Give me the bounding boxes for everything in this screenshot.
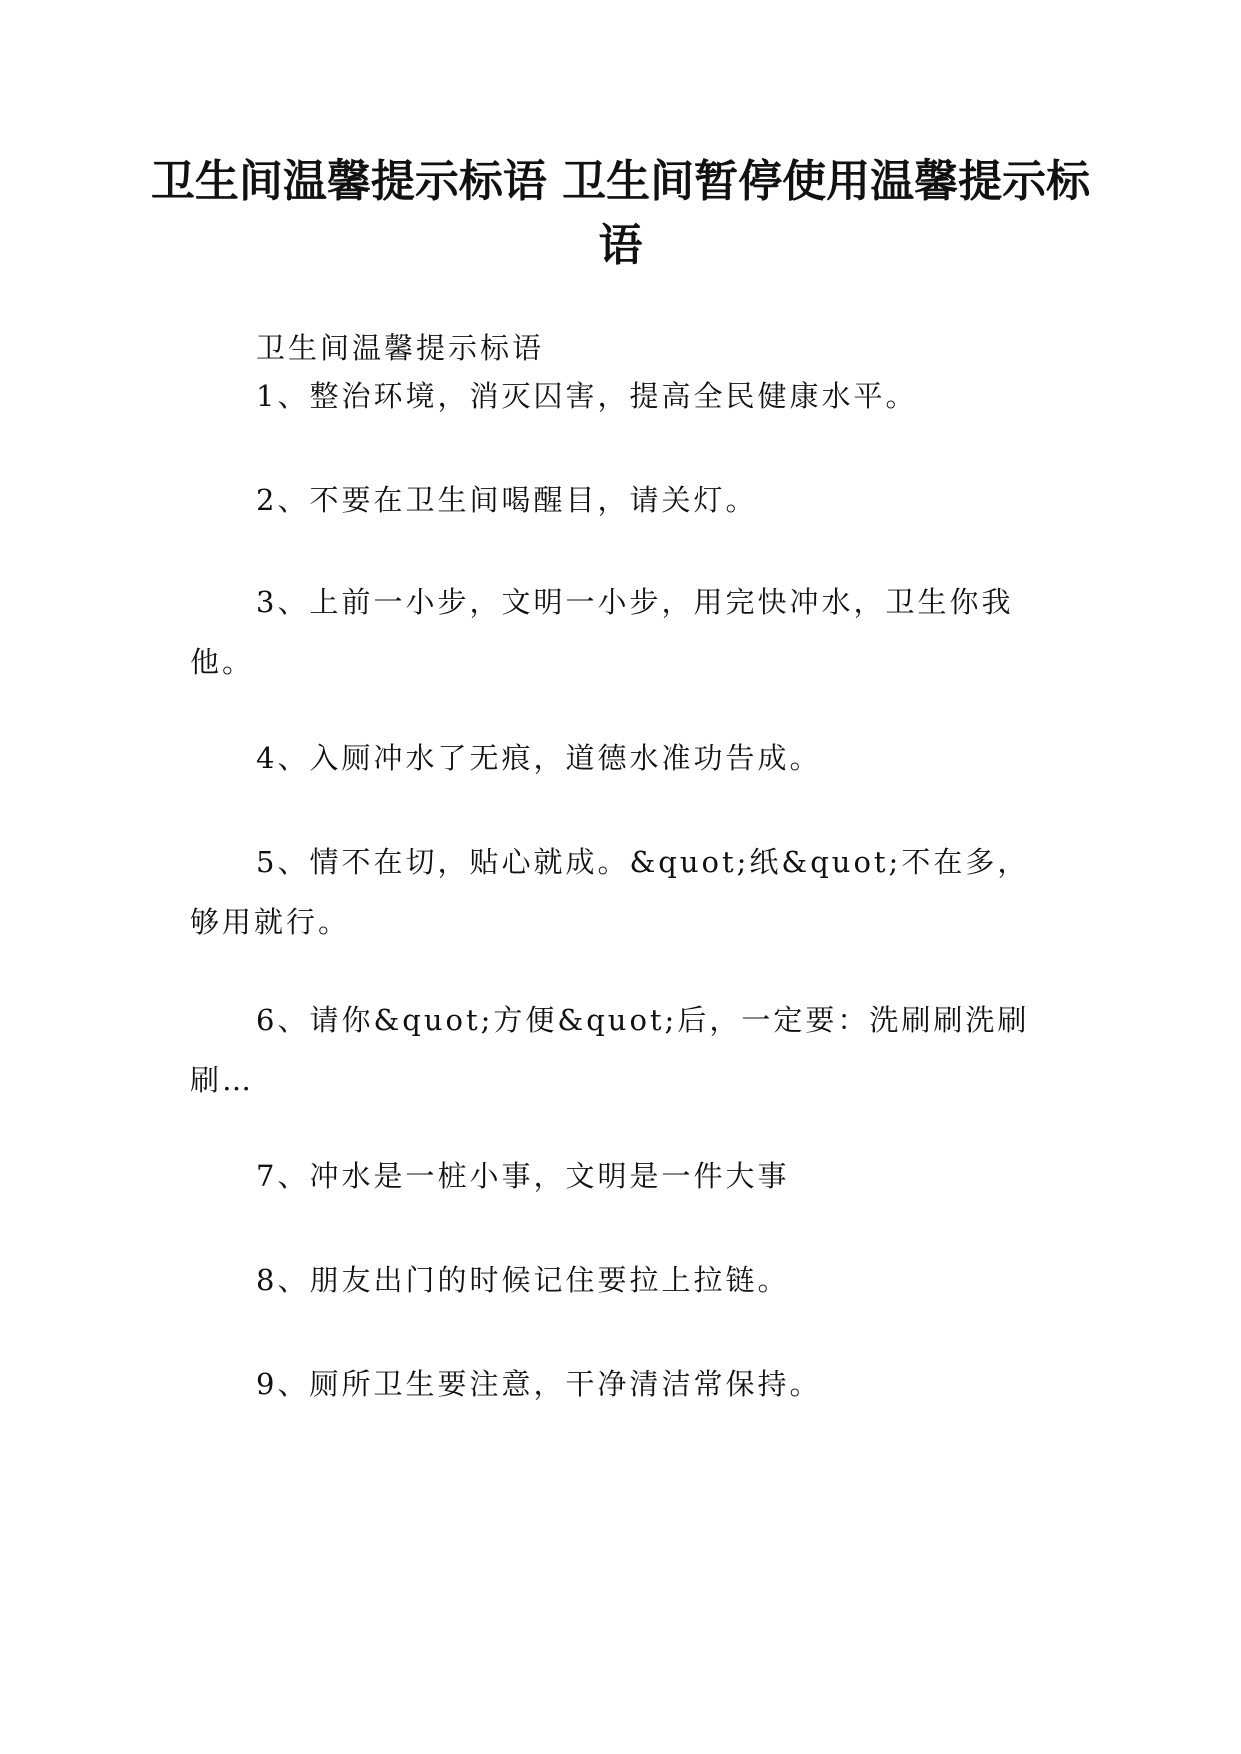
- list-item: 9、厕所卫生要注意，干净清洁常保持。: [256, 1367, 822, 1401]
- list-item: 8、朋友出门的时候记住要拉上拉链。: [256, 1263, 790, 1297]
- list-item: 4、入厕冲水了无痕，道德水准功告成。: [256, 741, 822, 775]
- list-item: 7、冲水是一桩小事，文明是一件大事: [256, 1159, 790, 1193]
- list-item: 2、不要在卫生间喝醒目，请关灯。: [256, 483, 758, 517]
- section-heading: 卫生间温馨提示标语: [256, 331, 545, 365]
- list-item: 5、情不在切，贴心就成。&quot;纸&quot;不在多，够用就行。: [190, 845, 1030, 939]
- list-item: 3、上前一小步，文明一小步，用完快冲水，卫生你我他。: [190, 585, 1014, 679]
- list-item: 1、整治环境，消灭囚害，提高全民健康水平。: [256, 379, 918, 413]
- document-title: 卫生间温馨提示标语 卫生间暂停使用温馨提示标语: [150, 156, 1091, 271]
- list-item: 6、请你&quot;方便&quot;后，一定要：洗刷刷洗刷刷…: [190, 1003, 1030, 1097]
